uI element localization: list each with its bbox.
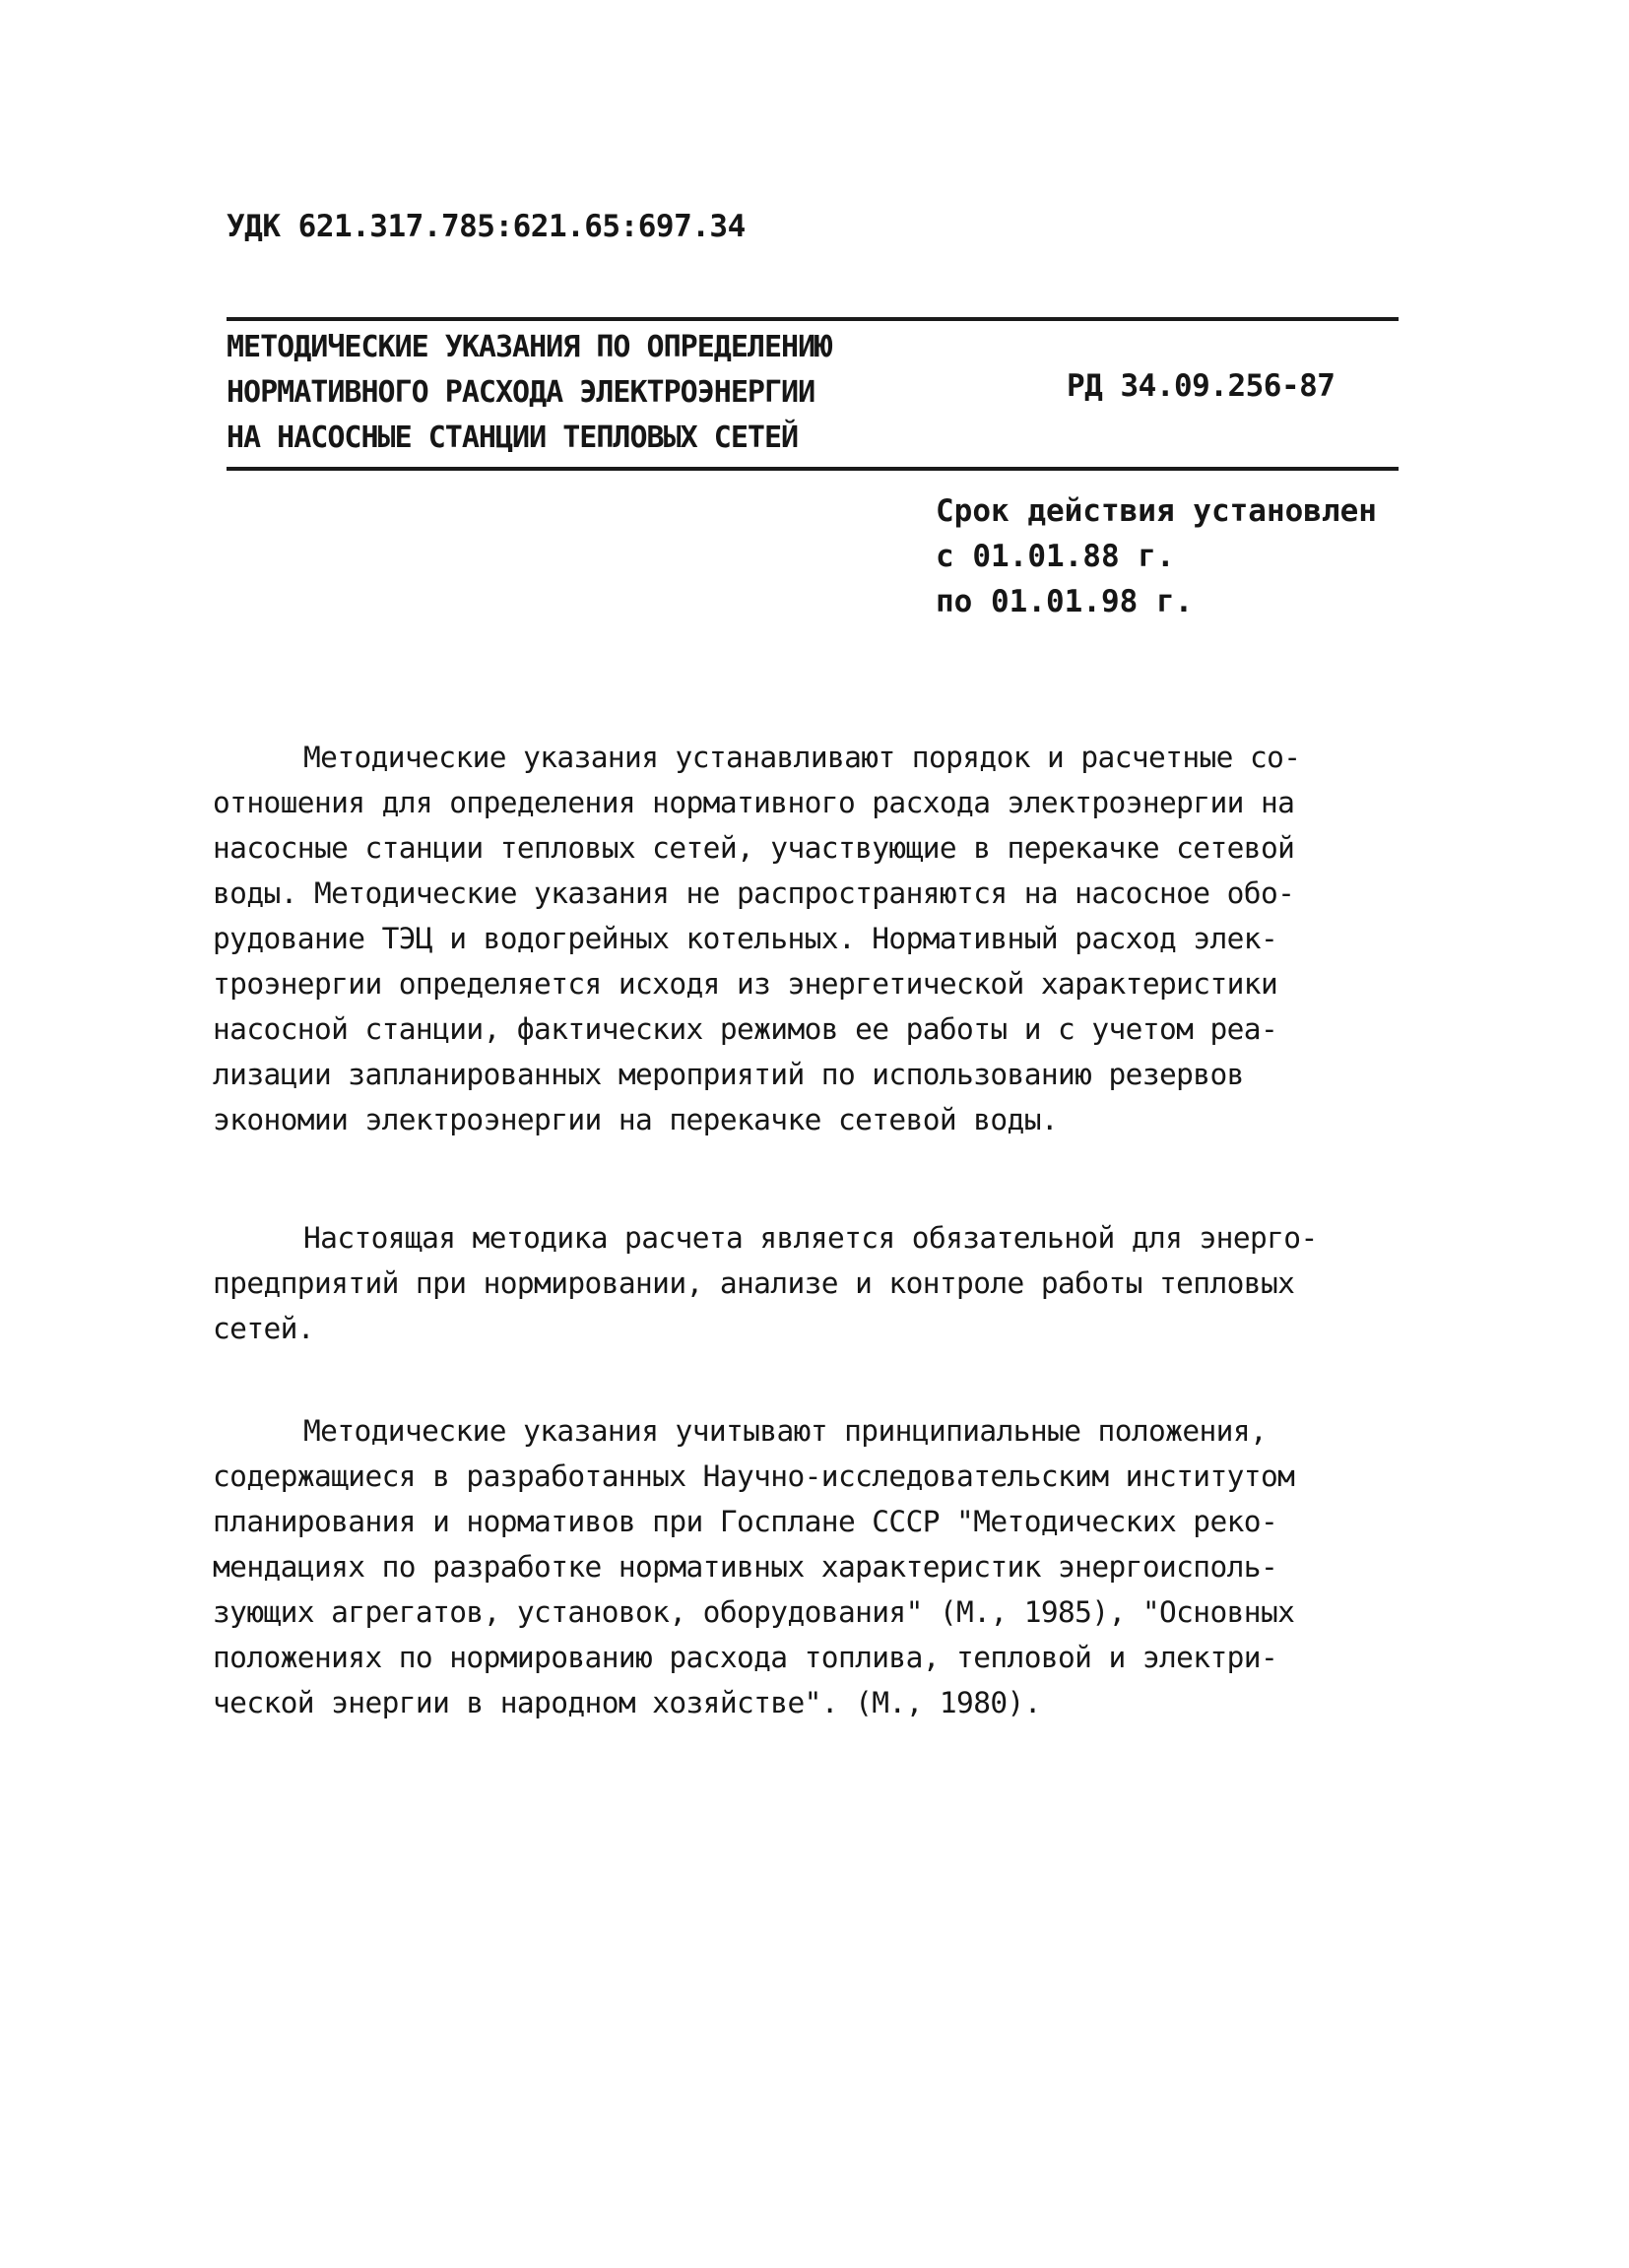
title-line: МЕТОДИЧЕСКИЕ УКАЗАНИЯ ПО ОПРЕДЕЛЕНИЮ (227, 330, 832, 364)
text-line: сетей. (213, 1312, 314, 1345)
document-title (227, 325, 975, 461)
text-line: отношения для определения нормативного расхода электроэнергии на (213, 786, 1295, 819)
text-line: насосной станции, фактических режимов ее работы и с учетом реа- (213, 1012, 1278, 1046)
text-line: воды. Методические указания не распространяются на насосное обо- (213, 876, 1295, 910)
text-line: планирования и нормативов при Госплане СССР "Методических реко- (213, 1505, 1278, 1538)
text-line: лизации запланированных мероприятий по использованию резервов (213, 1058, 1244, 1091)
title-top-rule (227, 317, 1399, 321)
document-code: РД 34.09.256-87 (1067, 368, 1336, 404)
text-line: предприятий при нормировании, анализе и контроле работы тепловых (213, 1266, 1295, 1300)
text-line: ческой энергии в народном хозяйстве". (М., 1980). (213, 1686, 1041, 1719)
paragraph-scope (213, 735, 1424, 1142)
title-bottom-rule (227, 467, 1399, 471)
udk-code: УДК 621.317.785:621.65:697.34 (227, 209, 746, 244)
text-line: зующих агрегатов, установок, оборудования" (М., 1985), "Основных (213, 1595, 1295, 1629)
text-line: положениях по нормированию расхода топлива, тепловой и электри- (213, 1641, 1278, 1674)
text-line: Методические указания устанавливают порядок и расчетные со- (303, 741, 1301, 774)
text-line: насосные станции тепловых сетей, участвующие в перекачке сетевой (213, 831, 1295, 865)
paragraph-mandatory (213, 1215, 1424, 1351)
title-line: НА НАСОСНЫЕ СТАНЦИИ ТЕПЛОВЫХ СЕТЕЙ (227, 421, 799, 455)
validity-line: Срок действия установлен (936, 493, 1377, 529)
text-line: троэнергии определяется исходя из энергетической характеристики (213, 967, 1278, 1001)
text-line: Методические указания учитывают принципиальные положения, (303, 1414, 1268, 1448)
validity-line: по 01.01.98 г. (936, 584, 1194, 619)
title-line: НОРМАТИВНОГО РАСХОДА ЭЛЕКТРОЭНЕРГИИ (227, 375, 815, 410)
text-line: экономии электроэнергии на перекачке сетевой воды. (213, 1103, 1059, 1136)
validity-line: с 01.01.88 г. (936, 539, 1175, 574)
text-line: Настоящая методика расчета является обязательной для энерго- (303, 1221, 1318, 1255)
text-line: рудование ТЭЦ и водогрейных котельных. Нормативный расход элек- (213, 922, 1278, 955)
text-line: содержащиеся в разработанных Научно-исследовательским институтом (213, 1459, 1295, 1493)
text-line: мендациях по разработке нормативных характеристик энергоисполь- (213, 1550, 1278, 1584)
validity-period (936, 488, 1377, 624)
paragraph-references (213, 1408, 1424, 1725)
